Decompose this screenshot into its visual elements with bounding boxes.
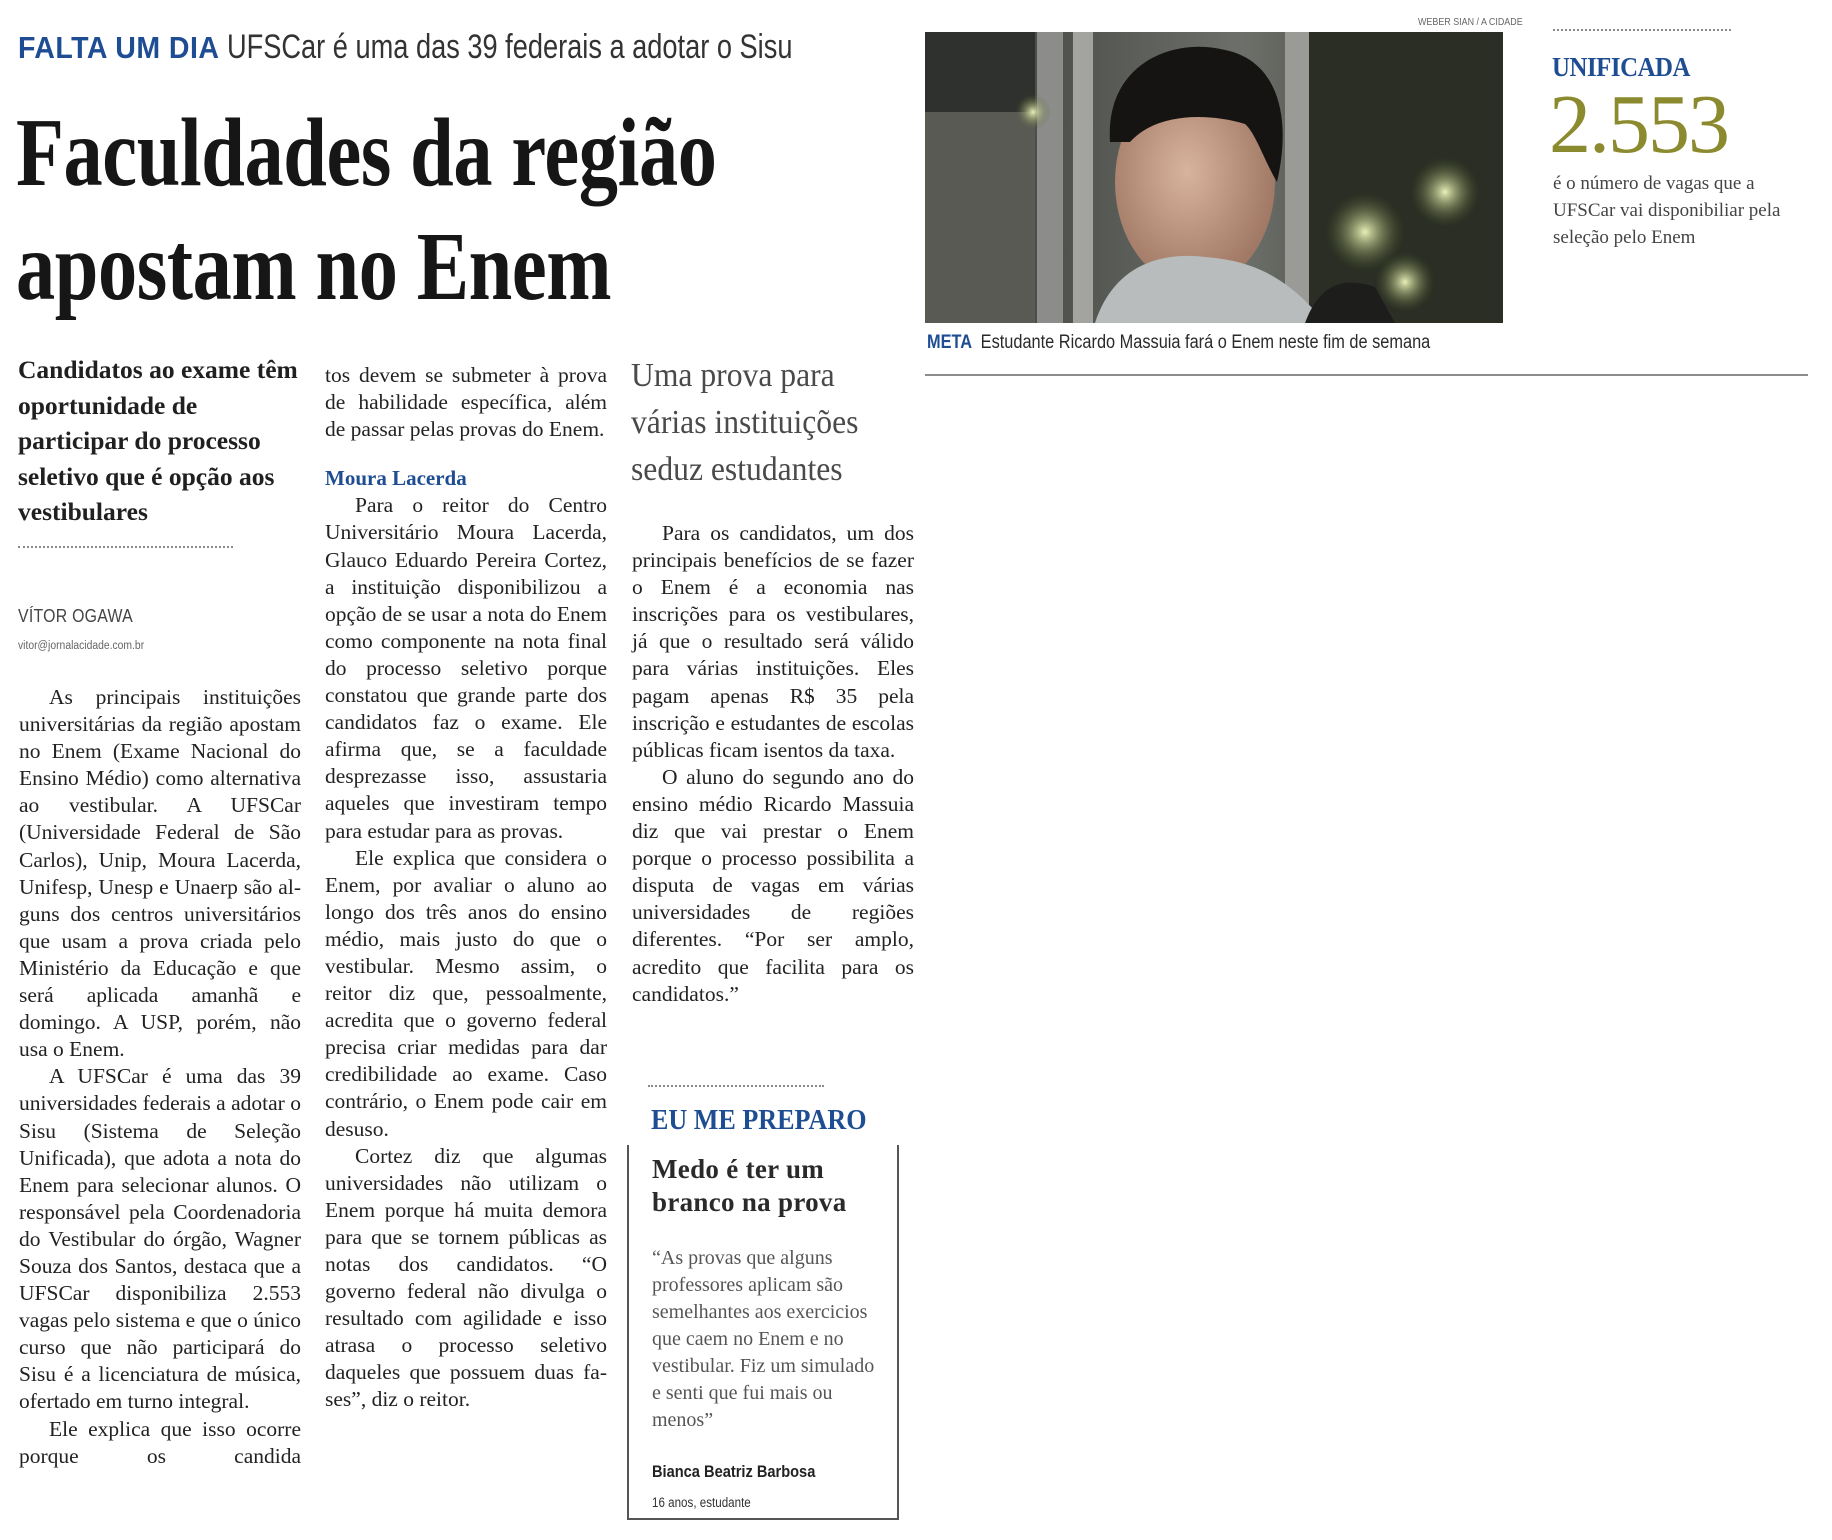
stat-description: é o número de vagas que a UFSCar vai disponibiliar pela seleção pelo Enem <box>1553 173 1781 248</box>
paragraph: A UFSCar é uma das 39 universidades federais a adotar o Sisu (Sistema de Seleção Unificada), que adota a nota do Enem para selecionar alunos. O responsável pela Coordenadoria do Vestibular do órgão, Wagner Souza dos Santos, destaca que a UFSCar disponibiliza 2.553 vagas pelo sistema e que o único curso que não participará do Sisu é a licenciatura de música, ofertado em turno integral. <box>19 1064 301 1414</box>
dotted-divider <box>18 546 233 548</box>
section-divider <box>925 374 1808 376</box>
headline-line-1: Faculdades da região <box>16 99 717 207</box>
news-photo[interactable] <box>925 32 1503 323</box>
kicker-text: UFSCar é uma das 39 federais a adotar o Sisu <box>227 28 793 66</box>
paragraph: Para o reitor do Centro Universitário Moura Lacerda, Glauco Eduardo Pereira Cortez, a instituição disponibilizou a opção de se usar a nota do Enem como componente na nota final do processo seletivo porque constatou que grande parte dos candidatos faz o exame. Ele afirma que, se a faculdade desprezasse isso, assustaria aqueles que investiram tempo para estudar para as provas. <box>325 493 607 843</box>
testimonial-quote: “As provas que alguns professores aplicam são semelhantes aos exercicios que caem no Enem e no vestibular. Fiz um simulado e senti que fui mais ou menos” <box>652 1247 875 1431</box>
sidebar-story-body <box>632 520 914 1008</box>
section-subhead: Moura Lacerda <box>325 466 467 491</box>
dotted-divider <box>648 1085 824 1087</box>
paragraph: Cortez diz que algumas universidades não utilizam o Enem porque há muita demora para que se tornem públicas as notas dos candidatos. “O governo federal não divulga o resultado com agilidade e isso atrasa o processo seletivo daqueles que possuem duas fases”, diz o reitor. <box>325 1143 607 1412</box>
paragraph: Ele explica que isso ocorre porque os candida <box>19 1416 301 1468</box>
caption-label: META <box>927 332 973 353</box>
kicker-label: FALTA UM DIA <box>18 30 220 65</box>
stat-kicker: UNIFICADA <box>1552 52 1690 82</box>
article-column-1 <box>19 684 301 1470</box>
paragraph: Ele explica que considera o Enem, por avaliar o aluno ao longo dos três anos do ensino médio, mais justo do que o vestibular. Mesmo assim, o reitor diz que, pessoalmente, acredita que o governo federal precisa criar medidas para dar credibilidade ao exame. Caso contrário, o Enem pode cair em desuso. <box>325 845 607 1141</box>
testimonial-kicker: EU ME PREPARO <box>651 1104 867 1136</box>
testimonial-box <box>627 1145 899 1520</box>
deck-subheadline: Candidatos ao exame têm oportunidade de participar do processo seletivo que é opção aos vestibulares <box>18 355 298 526</box>
paragraph: As principais instituições universitárias da região apostam no Enem (Exame Nacional do Ensino Médio) como alternativa ao vestibular. A UFSCar (Universidade Federal de São Carlos), Unip, Moura Lacerda, Unifesp, Unesp e Unaerp são alguns dos centros universitários que usam a prova criada pelo Ministério da Educação e que será aplicada amanhã e domingo. A USP, porém, não usa o Enem. <box>19 685 301 1062</box>
headline <box>16 96 816 324</box>
testimonial-title: Medo é ter um branco na prova <box>652 1154 847 1217</box>
article-column-2 <box>325 362 607 1414</box>
caption-text: Estudante Ricardo Massuia fará o Enem neste fim de semana <box>980 332 1431 353</box>
byline-author: VÍTOR OGAWA <box>18 606 133 626</box>
sidebar-story-headline: Uma prova para várias instituições seduz estudantes <box>631 357 859 488</box>
paragraph: Para os candidatos, um dos principais benefícios de se fazer o Enem é a economia nas inscrições para os vestibulares, já que o resultado será válido para várias instituições. Eles pagam apenas R$ 35 pela inscrição e estudantes de escolas públicas ficam isentos da taxa. <box>632 521 914 762</box>
dotted-divider <box>1553 29 1731 31</box>
photo-credit: WEBER SIAN / A CIDADE <box>1418 16 1523 28</box>
testimonial-name: Bianca Beatriz Barbosa <box>652 1462 816 1481</box>
stat-number: 2.553 <box>1549 78 1728 171</box>
kicker <box>18 28 934 72</box>
paragraph: tos devem se submeter à prova de habilidade específica, além de passar pelas provas do Enem. <box>325 363 607 442</box>
testimonial-role: 16 anos, estudante <box>652 1495 751 1510</box>
headline-line-2: apostam no Enem <box>16 213 612 321</box>
paragraph: O aluno do segundo ano do ensino médio Ricardo Massuia diz que vai prestar o Enem porque o processo possibilita a disputa de vagas em várias universidades de regiões diferentes. “Por ser amplo, acredito que facilita para os candidatos.” <box>632 764 914 1006</box>
student-portrait-image <box>925 32 1503 323</box>
byline-email[interactable]: vitor@jornalacidade.com.br <box>18 640 145 652</box>
photo-caption <box>927 332 1430 354</box>
